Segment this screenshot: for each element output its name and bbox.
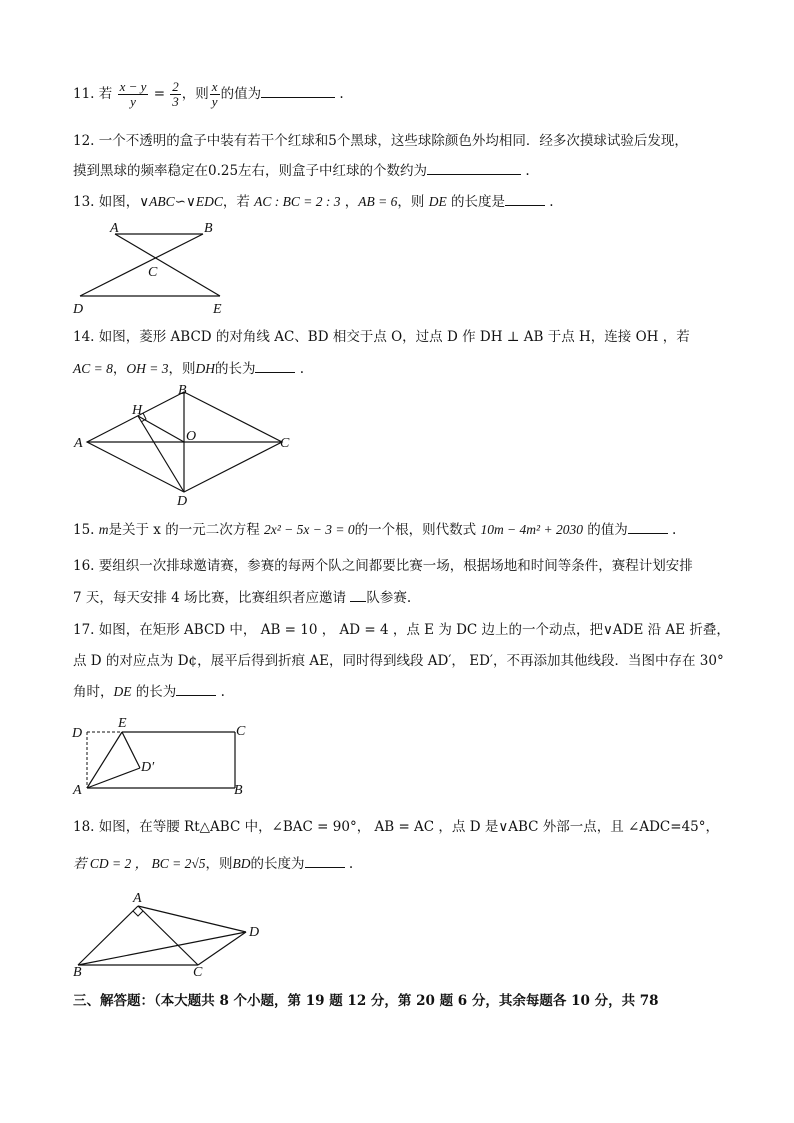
answer-blank-14[interactable] xyxy=(255,358,295,373)
question-12-line-1: 12. 一个不透明的盒子中装有若干个红球和5个黑球，这些球除颜色外均相同．经多次摸球试验后发现， xyxy=(73,133,688,149)
fig17-label-b: B xyxy=(234,783,243,798)
fig18-label-b: B xyxy=(73,965,82,980)
figure-17 xyxy=(68,714,258,800)
section-3-heading: 三、解答题：（本大题共 8 个小题，第 19 题 12 分，第 20 题 6 分，其余每题各 10 分，共 78 xyxy=(73,993,659,1009)
fig13-label-b: B xyxy=(204,221,213,236)
question-11: 11. 若 $\frac{x - y}{y}$ = $\frac{2}{3}$ ，则 $\frac{x}{y}$ 的值为 . xyxy=(73,79,344,109)
figure-14 xyxy=(70,382,300,508)
fig17-label-c: C xyxy=(236,724,246,739)
question-18-line-2: 若 CD = 2 ， BC = 2√5，则BD的长度为 . xyxy=(73,853,353,874)
fig13-label-d: D xyxy=(73,302,84,317)
fig17-label-e: E xyxy=(118,716,127,731)
question-15: 15. m是关于 x 的一元二次方程 2x² − 5x − 3 = 0的一个根，则代数式 10m − 4m² + 2030 的值为 . xyxy=(73,519,676,540)
fig18-label-d: D xyxy=(249,925,260,940)
answer-blank-16[interactable] xyxy=(350,587,366,602)
question-16-line-2: 7 天，每天安排 4 场比赛，比赛组织者应邀请 队参赛. xyxy=(73,587,411,608)
figure-18 xyxy=(68,886,278,980)
question-12-line-2: 摸到黑球的频率稳定在0.25左右，则盒子中红球的个数约为 . xyxy=(73,160,530,181)
question-14-line-1: 14. 如图，菱形 ABCD 的对角线 AC、BD 相交于点 O，过点 D 作 DH ⊥ AB 于点 H，连接 OH ，若 xyxy=(73,329,690,345)
question-13: 13. 如图，∨ABC∽∨EDC，若 AC : BC = 2 : 3 ，AB = 6，则 DE 的长度是 . xyxy=(73,191,554,212)
fig13-label-c: C xyxy=(148,265,158,280)
question-17-line-1: 17. 如图，在矩形 ABCD 中， AB = 10 ， AD = 4 ，点 E 为 DC 边上的一个动点，把∨ADE 沿 AE 折叠， xyxy=(73,622,730,638)
answer-blank-11[interactable] xyxy=(261,83,335,98)
fig14-label-c: C xyxy=(280,436,290,451)
fig14-label-b: B xyxy=(178,383,187,398)
fig18-label-c: C xyxy=(193,965,203,980)
figure-13 xyxy=(70,216,240,318)
answer-blank-13[interactable] xyxy=(505,191,545,206)
question-17-line-3: 角时，DE 的长为 . xyxy=(73,681,225,702)
answer-blank-18[interactable] xyxy=(305,853,345,868)
fig17-label-d: D xyxy=(72,726,83,741)
question-17-line-2: 点 D 的对应点为 D¢，展平后得到折痕 AE，同时得到线段 AD′， ED′，不再添加其他线段．当图中存在 30° xyxy=(73,653,724,669)
fig18-label-a: A xyxy=(133,891,142,906)
answer-blank-17[interactable] xyxy=(176,681,216,696)
answer-blank-12[interactable] xyxy=(427,160,521,175)
answer-blank-15[interactable] xyxy=(628,519,668,534)
fig14-label-a: A xyxy=(74,436,83,451)
question-14-line-2: AC = 8，OH = 3，则DH的长为 . xyxy=(73,358,304,379)
fig14-label-d: D xyxy=(177,494,188,508)
question-18-line-1: 18. 如图，在等腰 Rt△ABC 中，∠BAC = 90°， AB = AC ，点 D 是∨ABC 外部一点，且 ∠ADC=45°， xyxy=(73,819,719,835)
fig14-label-h: H xyxy=(132,403,143,418)
question-16-line-1: 16. 要组织一次排球邀请赛，参赛的每两个队之间都要比赛一场，根据场地和时间等条件，赛程计划安排 xyxy=(73,558,693,574)
fig17-label-a: A xyxy=(73,783,82,798)
fig13-label-e: E xyxy=(213,302,222,317)
fig14-label-o: O xyxy=(186,429,197,444)
fig17-label-dprime: D′ xyxy=(141,760,155,775)
fig13-label-a: A xyxy=(110,221,119,236)
